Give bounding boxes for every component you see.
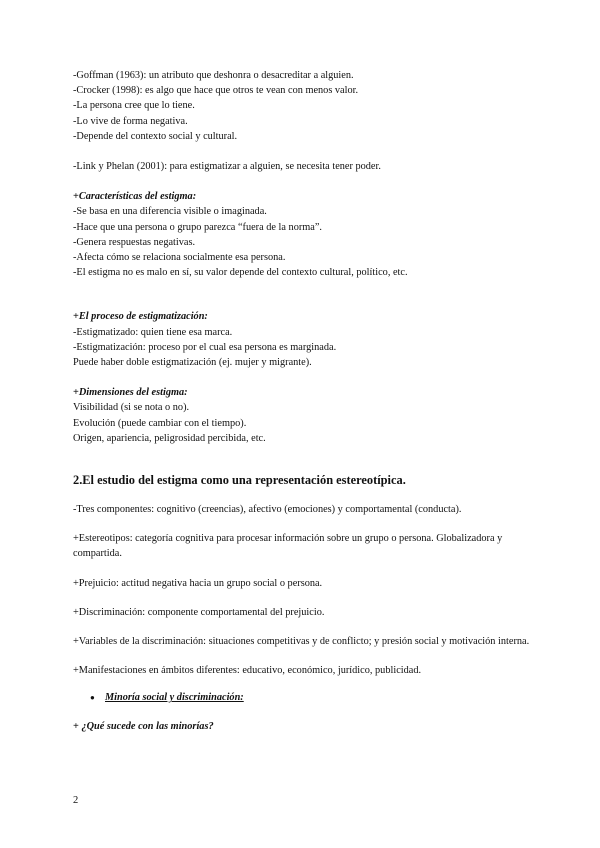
paragraph: +Variables de la discriminación: situaciones competitivas y de conflicto; y presión social y motivación interna.: [73, 636, 530, 648]
dimensiones-section: [73, 385, 543, 446]
section-title: +Dimensiones del estigma:: [73, 387, 188, 399]
document-page: [73, 68, 543, 734]
bullet-item: [73, 690, 543, 705]
text-line: -La persona cree que lo tiene.: [73, 100, 195, 112]
list-item: -Genera respuestas negativas.: [73, 236, 196, 248]
link-phelan-line: -Link y Phelan (2001): para estigmatizar a alguien, se necesita tener poder.: [73, 161, 381, 173]
question-line: + ¿Qué sucede con las minorías?: [73, 721, 214, 733]
list-item: -Hace que una persona o grupo parezca “fuera de la norma”.: [73, 221, 322, 233]
definitions-block: [73, 68, 543, 144]
text-line: -Lo vive de forma negativa.: [73, 115, 188, 127]
text-line: -Depende del contexto social y cultural.: [73, 130, 238, 142]
list-item: Visibilidad (si se nota o no).: [73, 402, 190, 414]
proceso-section: [73, 309, 543, 370]
list-item: -Estigmatización: proceso por el cual esa persona es marginada.: [73, 341, 337, 353]
list-item: -Estigmatizado: quien tiene esa marca.: [73, 326, 233, 338]
caracteristicas-section: [73, 189, 543, 280]
paragraph: +Prejuicio: actitud negativa hacia un grupo social o persona.: [73, 577, 323, 589]
list-item: Origen, apariencia, peligrosidad percibida, etc.: [73, 432, 266, 444]
paragraph: +Manifestaciones en ámbitos diferentes: educativo, económico, jurídico, publicidad.: [73, 665, 422, 677]
text-line: -Goffman (1963): un atributo que deshonra o desacreditar a alguien.: [73, 70, 354, 81]
paragraph: +Estereotipos: categoría cognitiva para procesar información sobre un grupo o persona. Globalizadora y compartida.: [73, 533, 503, 560]
list-item: -Se basa en una diferencia visible o imaginada.: [73, 206, 267, 218]
list-item: -Afecta cómo se relaciona socialmente esa persona.: [73, 252, 286, 264]
list-item: Puede haber doble estigmatización (ej. mujer y migrante).: [73, 357, 312, 369]
section-2-heading: 2.El estudio del estigma como una representación estereotípica.: [73, 473, 406, 488]
section-title: +El proceso de estigmatización:: [73, 311, 208, 323]
section-title: +Características del estigma:: [73, 191, 197, 203]
paragraph: -Tres componentes: cognitivo (creencias), afectivo (emociones) y comportamental (conducta).: [73, 504, 462, 516]
list-item: -El estigma no es malo en sí, su valor depende del contexto cultural, político, etc.: [73, 267, 408, 279]
paragraph: +Discriminación: componente comportamental del prejuicio.: [73, 606, 325, 618]
text-line: -Crocker (1998): es algo que hace que otros te vean con menos valor.: [73, 85, 359, 97]
page-number: 2: [73, 795, 79, 806]
list-item: Evolución (puede cambiar con el tiempo).: [73, 417, 247, 429]
bullet-heading: Minoría social y discriminación:: [105, 692, 244, 704]
bullet-icon: ●: [90, 693, 95, 703]
